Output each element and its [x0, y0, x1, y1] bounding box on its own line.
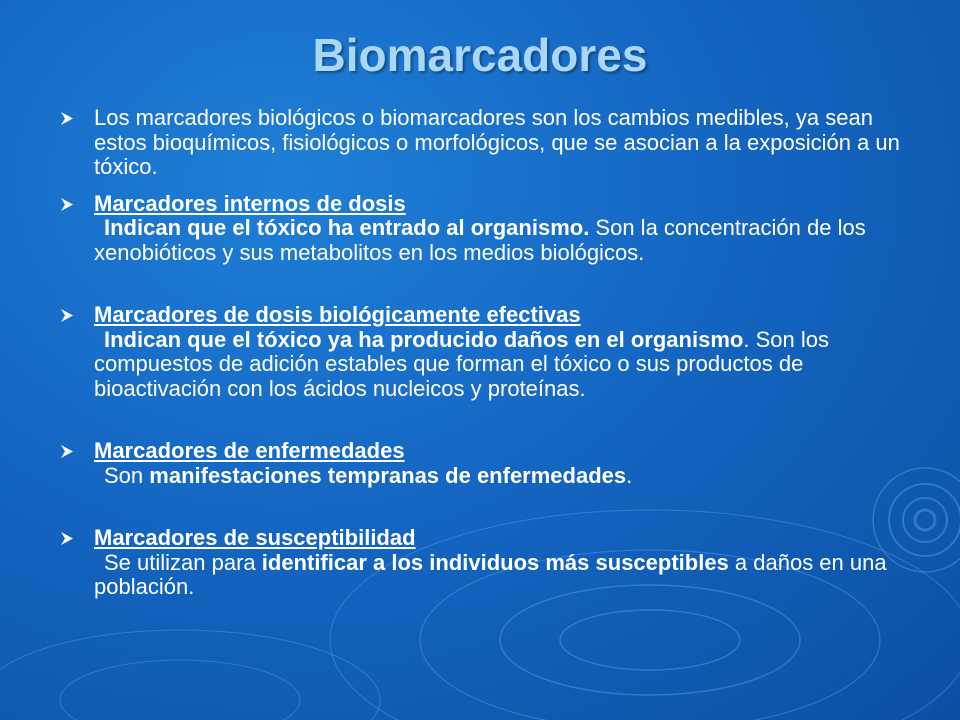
- section-text: Son la concentración de los xenobióticos y sus metabolitos en los medios biológicos.: [94, 215, 866, 265]
- slide-title: Biomarcadores: [312, 29, 648, 81]
- section-emphasis: identificar a los individuos más susceptibles: [261, 549, 729, 575]
- section-emphasis: Indican que el tóxico ha entrado al organismo.: [104, 215, 590, 240]
- section-emphasis: manifestaciones tempranas de enfermedades: [149, 462, 627, 488]
- slide-body: [54, 106, 914, 600]
- section-text-pre: Se utilizan para: [104, 549, 262, 575]
- section-effective-dose: [54, 303, 914, 401]
- section-text-pre: Son: [104, 462, 150, 488]
- arrowhead-bullet-icon: [60, 309, 74, 322]
- section-description: [94, 464, 914, 489]
- arrowhead-bullet-icon: [60, 445, 74, 458]
- arrowhead-bullet-icon: [60, 198, 74, 211]
- section-description: [94, 216, 914, 265]
- intro-text: Los marcadores biológicos o biomarcadores son los cambios medibles, ya sean estos bioquímicos, fisiológicos o morfológicos, que se asocian a la exposición a un tóxico.: [94, 105, 900, 179]
- arrowhead-bullet-icon: [60, 532, 74, 545]
- intro-bullet: [54, 106, 914, 180]
- section-heading: Marcadores de susceptibilidad: [94, 525, 416, 550]
- section-description: [94, 328, 914, 402]
- section-heading: Marcadores de enfermedades: [94, 438, 405, 463]
- section-heading: Marcadores de dosis biológicamente efectivas: [94, 302, 581, 327]
- arrowhead-bullet-icon: [60, 112, 74, 125]
- section-heading: Marcadores internos de dosis: [94, 190, 406, 216]
- section-emphasis: Indican que el tóxico ya ha producido daños en el organismo: [104, 326, 744, 352]
- section-disease: [54, 439, 914, 488]
- section-description: [94, 551, 914, 600]
- section-susceptibility: [54, 526, 914, 600]
- section-internal-dose: [54, 192, 914, 266]
- section-text: . Son los compuestos de adición estables que forman el tóxico o sus productos de bioactivación con los ácidos nucleicos y proteínas.: [94, 326, 829, 401]
- section-text: .: [626, 462, 633, 488]
- section-text: a daños en una población.: [94, 549, 887, 599]
